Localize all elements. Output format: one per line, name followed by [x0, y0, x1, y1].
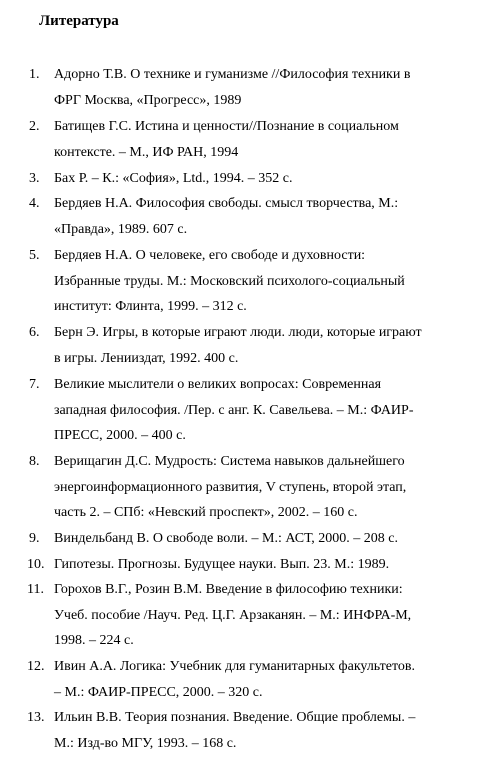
reference-text-line: Гипотезы. Прогнозы. Будущее науки. Вып. 23. М.: 1989. [54, 557, 390, 572]
reference-text-line: контексте. – М., ИФ РАН, 1994 [54, 144, 239, 160]
reference-text-line: – М.: ФАИР-ПРЕСС, 2000. – 320 с. [54, 684, 263, 700]
reference-text-line: М.: Изд-во МГУ, 1993. – 168 с. [54, 735, 237, 751]
reference-number: 9. [29, 531, 40, 546]
reference-number: 5. [29, 248, 40, 263]
reference-text-line: Бердяев Н.А. Философия свободы. смысл творчества, М.: [54, 196, 399, 211]
reference-text-line: ФРГ Москва, «Прогресс», 1989 [54, 92, 242, 108]
reference-text-line: Ивин А.А. Логика: Учебник для гуманитарных факультетов. [54, 659, 416, 674]
reference-text-line: Горохов В.Г., Розин В.М. Введение в философию техники: [54, 582, 403, 597]
reference-text-line: Виндельбанд В. О свободе воли. – М.: АСТ, 2000. – 208 с. [54, 531, 398, 546]
reference-number: 2. [29, 119, 40, 134]
reference-text-line: Батищев Г.С. Истина и ценности//Познание в социальном [54, 119, 399, 134]
reference-text-line: «Правда», 1989. 607 с. [54, 221, 188, 237]
reference-number: 1. [29, 67, 40, 82]
reference-text-line: западная философия. /Пер. с анг. К. Савельева. – М.: ФАИР- [54, 402, 414, 418]
reference-text-line: Бердяев Н.А. О человеке, его свободе и духовности: [54, 248, 366, 263]
reference-number: 10. [27, 557, 45, 572]
reference-text-line: 1998. – 224 с. [54, 633, 134, 648]
reference-number: 3. [29, 171, 40, 186]
reference-text-line: институт: Флинта, 1999. – 312 с. [54, 299, 247, 314]
reference-text-line: энергоинформационного развития, V ступень, второй этап, [54, 479, 407, 495]
reference-text-line: Адорно Т.В. О технике и гуманизме //Философия техники в [54, 67, 411, 82]
reference-text-line: часть 2. – СПб: «Невский проспект», 2002. – 160 с. [54, 505, 358, 520]
reference-number: 7. [29, 377, 40, 392]
reference-text-line: Берн Э. Игры, в которые играют люди. люди, которые играют [54, 325, 422, 340]
reference-text-line: Верищагин Д.С. Мудрость: Система навыков дальнейшего [54, 454, 405, 469]
reference-text-line: Бах Р. – К.: «София», Ltd., 1994. – 352 с. [54, 171, 293, 186]
reference-number: 6. [29, 325, 40, 340]
reference-text-line: Великие мыслители о великих вопросах: Современная [54, 377, 382, 392]
reference-number: 8. [29, 454, 40, 469]
reference-text-line: в игры. Ленииздат, 1992. 400 с. [54, 350, 239, 366]
reference-number: 11. [27, 582, 44, 597]
reference-number: 12. [27, 659, 45, 674]
reference-number: 13. [27, 710, 45, 725]
reference-text-line: Учеб. пособие /Науч. Ред. Ц.Г. Арзаканян. – М.: ИНФРА-М, [54, 607, 412, 623]
page-title: Литература [39, 13, 119, 29]
reference-text-line: Ильин В.В. Теория познания. Введение. Общие проблемы. – [54, 710, 416, 725]
reference-text-line: Избранные труды. М.: Московский психолого-социальный [54, 273, 405, 289]
reference-text-line: ПРЕСС, 2000. – 400 с. [54, 428, 186, 443]
reference-number: 4. [29, 196, 40, 211]
